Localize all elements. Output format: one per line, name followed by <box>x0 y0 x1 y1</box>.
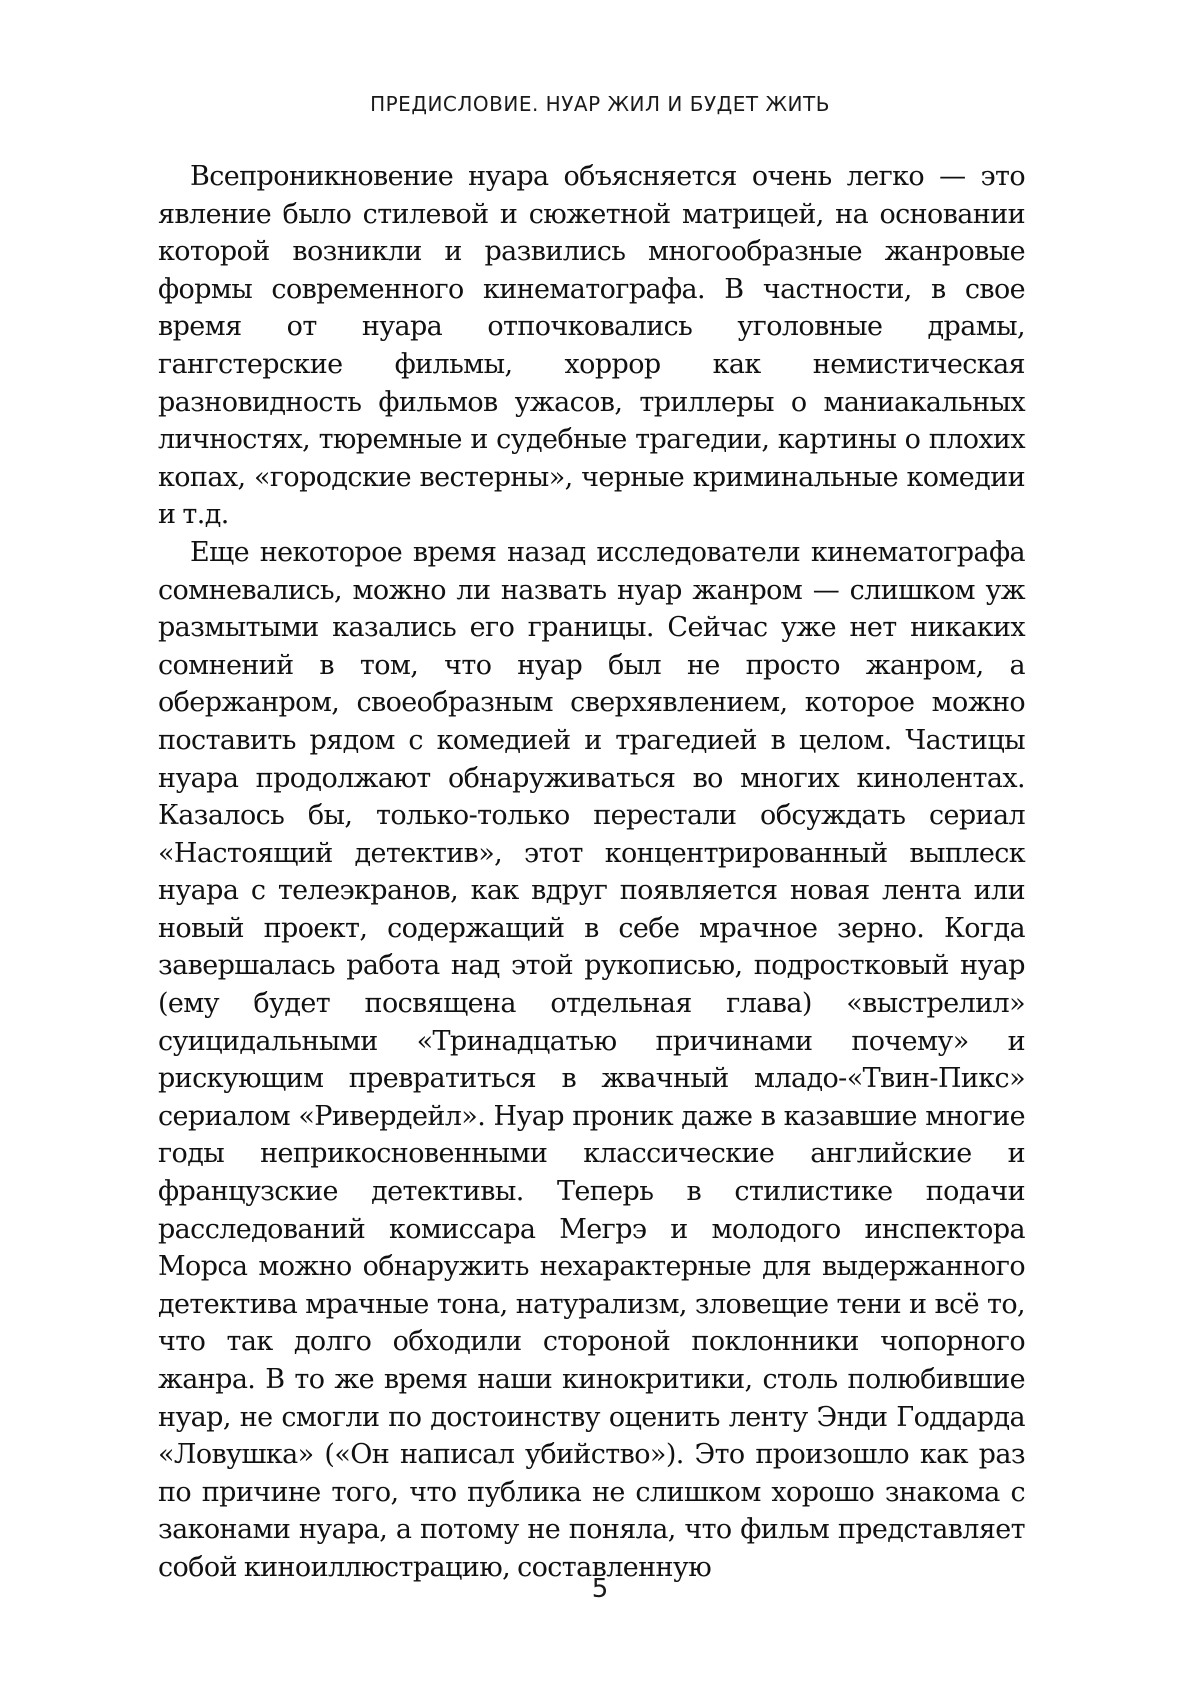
running-head: ПРЕДИСЛОВИЕ. НУАР ЖИЛ И БУДЕТ ЖИТЬ <box>370 92 830 116</box>
page-number: 5 <box>591 1574 609 1604</box>
paragraph-1: Всепроникновение нуара объясняется очень легко — это явление было стилевой и сюжетной матрицей, на основании которой возникли и развились многообразные жанровые формы современного кинематографа. В частности, в свое время от нуара отпочковались уголовные драмы, гангстерские фильмы, хоррор как немистическая разновидность фильмов ужасов, триллеры о маниакальных личностях, тюремные и судебные трагедии, картины о плохих копах, «городские вестерны», черные криминальные комедии и т.д. <box>158 161 1025 531</box>
paragraph-2: Еще некоторое время назад исследователи кинематографа сомневались, можно ли назвать нуар жанром — слишком уж размытыми казались его границы. Сейчас уже нет никаких сомнений в том, что нуар был не просто жанром, а обержанром, своеобразным сверхявлением, которое можно поставить рядом с комедией и трагедией в целом. Частицы нуара продолжают обнаруживаться во многих кинолентах. Казалось бы, только-только перестали обсуждать сериал «Настоящий детектив», этот концентрированный выплеск нуара с телеэкранов, как вдруг появляется новая лента или новый проект, содержащий в себе мрачное зерно. Когда завершалась работа над этой рукописью, подростковый нуар (ему будет посвящена отдельная глава) «выстрелил» суицидальными «Тринадцатью причинами почему» и рискующим превратиться в жвачный младо-«Твин-Пикс» сериалом «Ривердейл». Нуар проник даже в казавшие многие годы неприкосновенными классические английские и французские детективы. Теперь в стилистике подачи расследований комиссара Мегрэ и молодого инспектора Морса можно обнаружить нехарактерные для выдержанного детектива мрачные тона, натурализм, зловещие тени и всё то, что так долго обходили стороной поклонники чопорного жанра. В то же время наши кинокритики, столь полюбившие нуар, не смогли по достоинству оценить ленту Энди Годдарда «Ловушка» («Он написал убийство»). Это произошло как раз по причине того, что публика не слишком хорошо знакома с законами нуара, а потому не поняла, что фильм представляет собой киноиллюстрацию, составленную <box>158 536 1025 1583</box>
body-text <box>158 158 1025 1587</box>
